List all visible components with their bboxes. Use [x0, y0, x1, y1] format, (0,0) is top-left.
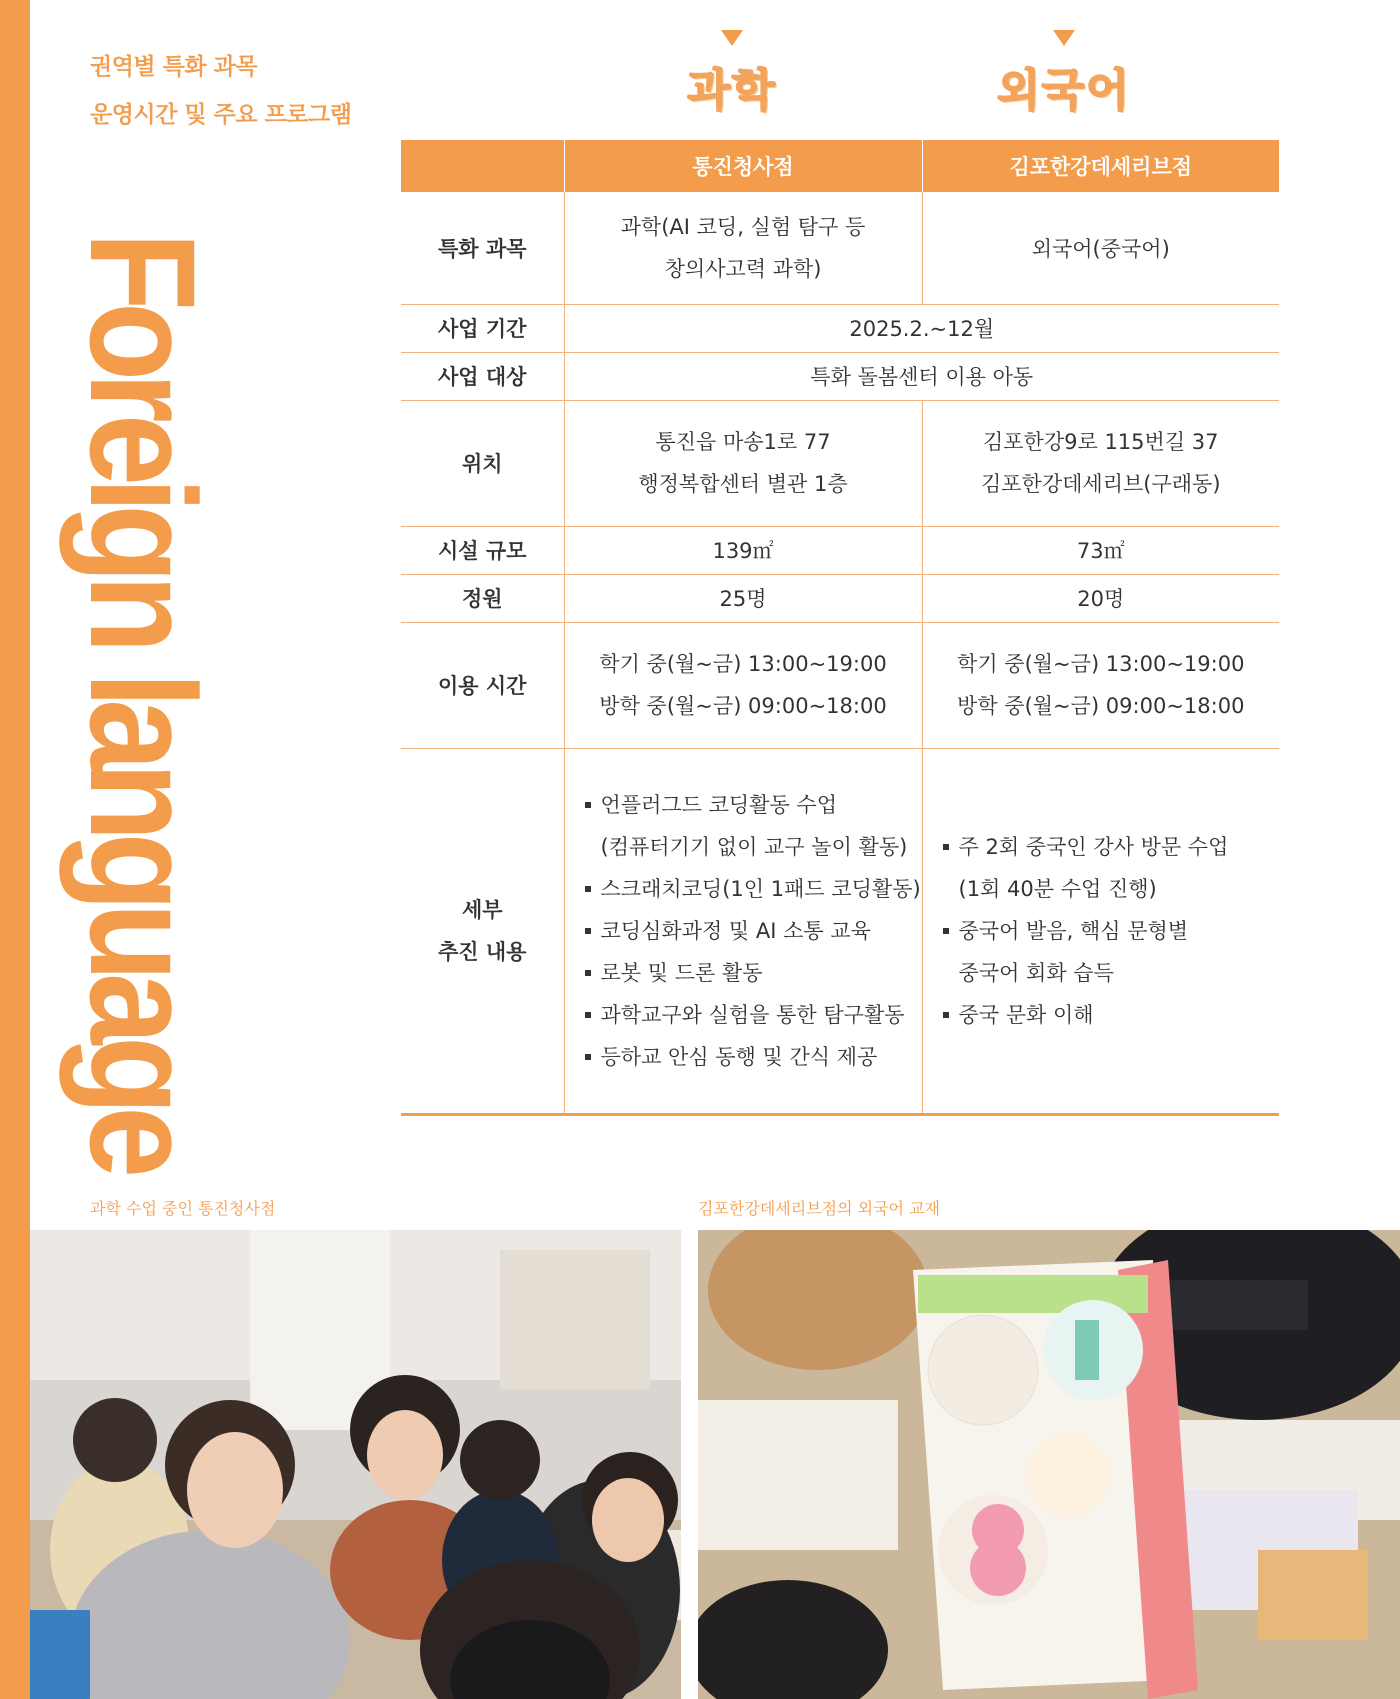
subject-science-word: 과학	[687, 65, 777, 116]
list-item: 코딩심화과정 및 AI 소통 교육	[585, 910, 921, 952]
subject-science	[632, 30, 832, 118]
down-arrow-icon	[1053, 30, 1075, 46]
row-label: 사업 기간	[401, 304, 564, 352]
details-list-language	[943, 826, 1229, 1036]
table-cell	[564, 622, 922, 748]
table-cell: 73㎡	[922, 526, 1279, 574]
cell-line: 창의사고력 과학)	[664, 256, 822, 281]
cell-line: 학기 중(월~금) 13:00~19:00	[957, 652, 1245, 676]
table-cell: 외국어(중국어)	[922, 192, 1279, 304]
cell-line: 추진 내용	[438, 939, 527, 964]
heading-line-1: 권역별 특화 과목	[90, 54, 258, 80]
subject-foreign-language	[964, 30, 1164, 118]
row-specialty	[401, 192, 1279, 304]
list-item: 등하교 안심 동행 및 간식 제공	[585, 1036, 921, 1078]
list-item: 중국어 회화 습득	[958, 960, 1114, 985]
list-item: 언플러그드 코딩활동 수업	[585, 784, 921, 826]
cell-line: 방학 중(월~금) 09:00~18:00	[957, 694, 1245, 718]
row-target	[401, 352, 1279, 400]
row-label: 시설 규모	[401, 526, 564, 574]
table-cell: 25명	[564, 574, 922, 622]
row-location	[401, 400, 1279, 526]
header-blank	[401, 140, 564, 192]
row-label: 정원	[401, 574, 564, 622]
row-period	[401, 304, 1279, 352]
heading-line-2: 운영시간 및 주요 프로그램	[90, 102, 352, 128]
table-cell	[564, 192, 922, 304]
cell-line: 세부	[461, 897, 503, 922]
row-capacity	[401, 574, 1279, 622]
vertical-title: Foreign language	[59, 232, 227, 1170]
list-item: 주 2회 중국인 강사 방문 수업	[943, 826, 1229, 868]
list-item: 스크래치코딩(1인 1패드 코딩활동)	[585, 868, 921, 910]
header-tongjin: 통진청사점	[564, 140, 922, 192]
photo-science-class-image	[30, 1230, 681, 1699]
list-item: (컴퓨터기기 없이 교구 놀이 활동)	[600, 834, 908, 859]
row-label: 특화 과목	[401, 192, 564, 304]
row-hours	[401, 622, 1279, 748]
row-label: 사업 대상	[401, 352, 564, 400]
row-details	[401, 748, 1279, 1114]
table-cell	[922, 400, 1279, 526]
cell-line: 행정복합센터 별관 1층	[638, 472, 848, 496]
program-table	[401, 140, 1279, 1116]
cell-line: 방학 중(월~금) 09:00~18:00	[599, 694, 887, 718]
table-cell	[564, 400, 922, 526]
list-item: 중국어 발음, 핵심 문형별	[943, 910, 1229, 952]
caption-right: 김포한강데세리브점의 외국어 교재	[698, 1199, 941, 1218]
subject-foreign-language-word: 외국어	[997, 65, 1131, 116]
table-cell	[922, 748, 1279, 1114]
photo-language-textbook-image	[698, 1230, 1400, 1699]
table-header-row	[401, 140, 1279, 192]
cell-line: 김포한강9로 115번길 37	[982, 430, 1219, 454]
table-cell: 특화 돌봄센터 이용 아동	[564, 352, 1279, 400]
cell-line: 김포한강데세리브(구래동)	[980, 472, 1221, 496]
list-item: 로봇 및 드론 활동	[585, 952, 921, 994]
table-cell	[922, 622, 1279, 748]
row-size	[401, 526, 1279, 574]
list-item: 중국 문화 이해	[943, 994, 1229, 1036]
row-label	[401, 748, 564, 1114]
list-item: 과학교구와 실험을 통한 탐구활동	[585, 994, 921, 1036]
header-gimpo-hangang: 김포한강데세리브점	[922, 140, 1279, 192]
row-label: 이용 시간	[401, 622, 564, 748]
caption-left: 과학 수업 중인 통진청사점	[90, 1199, 276, 1218]
row-label: 위치	[401, 400, 564, 526]
cell-line: 학기 중(월~금) 13:00~19:00	[599, 652, 887, 676]
table-cell: 139㎡	[564, 526, 922, 574]
details-list-science	[585, 784, 921, 1078]
list-item: (1회 40분 수업 진행)	[958, 876, 1157, 901]
down-arrow-icon	[721, 30, 743, 46]
cell-line: 과학(AI 코딩, 실험 탐구 등	[620, 214, 866, 239]
table-cell	[564, 748, 922, 1114]
photo-science-class	[30, 1230, 681, 1699]
left-accent-bar	[0, 0, 30, 1699]
cell-line: 통진읍 마송1로 77	[655, 430, 831, 454]
table-cell: 20명	[922, 574, 1279, 622]
table-cell: 2025.2.~12월	[564, 304, 1279, 352]
photo-language-textbook	[698, 1230, 1400, 1699]
